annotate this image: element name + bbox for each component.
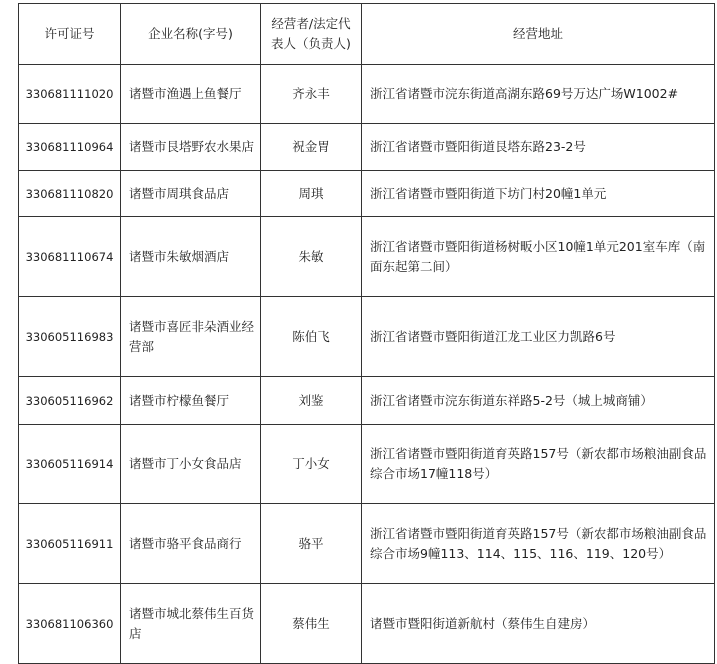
operator-cell: 祝金胃 — [261, 124, 362, 171]
table-row — [19, 171, 715, 217]
license-cell: 330681111020 — [19, 65, 121, 124]
license-cell: 330681110964 — [19, 124, 121, 171]
operator-cell: 骆平 — [261, 504, 362, 584]
company-cell: 诸暨市骆平食品商行 — [121, 504, 261, 584]
header-address: 经营地址 — [362, 4, 715, 65]
operator-cell: 周琪 — [261, 171, 362, 217]
address-cell: 浙江省诸暨市暨阳街道艮塔东路23-2号 — [362, 124, 715, 171]
address-cell: 浙江省诸暨市浣东街道高湖东路69号万达广场W1002# — [362, 65, 715, 124]
address-cell: 浙江省诸暨市暨阳街道杨树畈小区10幢1单元201室车库（南面东起第二间） — [362, 217, 715, 297]
table-row — [19, 124, 715, 171]
header-operator-line1: 经营者/法定代 — [271, 16, 351, 31]
operator-cell: 丁小女 — [261, 425, 362, 504]
table-row — [19, 425, 715, 504]
company-cell: 诸暨市喜匠非朵酒业经营部 — [121, 297, 261, 377]
company-cell: 诸暨市城北蔡伟生百货店 — [121, 584, 261, 664]
address-cell: 浙江省诸暨市暨阳街道育英路157号（新农都市场粮油副食品综合市场9幢113、114、115、116、119、120号） — [362, 504, 715, 584]
table-row — [19, 377, 715, 425]
header-operator-line2: 表人（负责人) — [271, 36, 351, 51]
operator-cell: 陈伯飞 — [261, 297, 362, 377]
operator-cell: 刘鉴 — [261, 377, 362, 425]
license-cell: 330681110820 — [19, 171, 121, 217]
license-cell: 330681110674 — [19, 217, 121, 297]
company-cell: 诸暨市周琪食品店 — [121, 171, 261, 217]
table-row — [19, 504, 715, 584]
license-table — [18, 3, 715, 664]
operator-cell: 朱敏 — [261, 217, 362, 297]
company-cell: 诸暨市丁小女食品店 — [121, 425, 261, 504]
table-row — [19, 217, 715, 297]
company-cell: 诸暨市柠檬鱼餐厅 — [121, 377, 261, 425]
address-cell: 浙江省诸暨市暨阳街道下坊门村20幢1单元 — [362, 171, 715, 217]
company-cell: 诸暨市渔遇上鱼餐厅 — [121, 65, 261, 124]
table-row — [19, 297, 715, 377]
table-header-row — [19, 4, 715, 65]
license-cell: 330605116962 — [19, 377, 121, 425]
address-cell: 诸暨市暨阳街道新航村（蔡伟生自建房） — [362, 584, 715, 664]
header-operator — [261, 4, 362, 65]
address-cell: 浙江省诸暨市暨阳街道江龙工业区力凯路6号 — [362, 297, 715, 377]
table-row — [19, 65, 715, 124]
operator-cell: 齐永丰 — [261, 65, 362, 124]
address-cell: 浙江省诸暨市浣东街道东祥路5-2号（城上城商铺） — [362, 377, 715, 425]
address-cell: 浙江省诸暨市暨阳街道育英路157号（新农都市场粮油副食品综合市场17幢118号） — [362, 425, 715, 504]
header-license: 许可证号 — [19, 4, 121, 65]
company-cell: 诸暨市朱敏烟酒店 — [121, 217, 261, 297]
operator-cell: 蔡伟生 — [261, 584, 362, 664]
header-company: 企业名称(字号) — [121, 4, 261, 65]
table-row — [19, 584, 715, 664]
license-cell: 330605116911 — [19, 504, 121, 584]
license-cell: 330605116914 — [19, 425, 121, 504]
license-cell: 330605116983 — [19, 297, 121, 377]
company-cell: 诸暨市艮塔野农水果店 — [121, 124, 261, 171]
license-cell: 330681106360 — [19, 584, 121, 664]
